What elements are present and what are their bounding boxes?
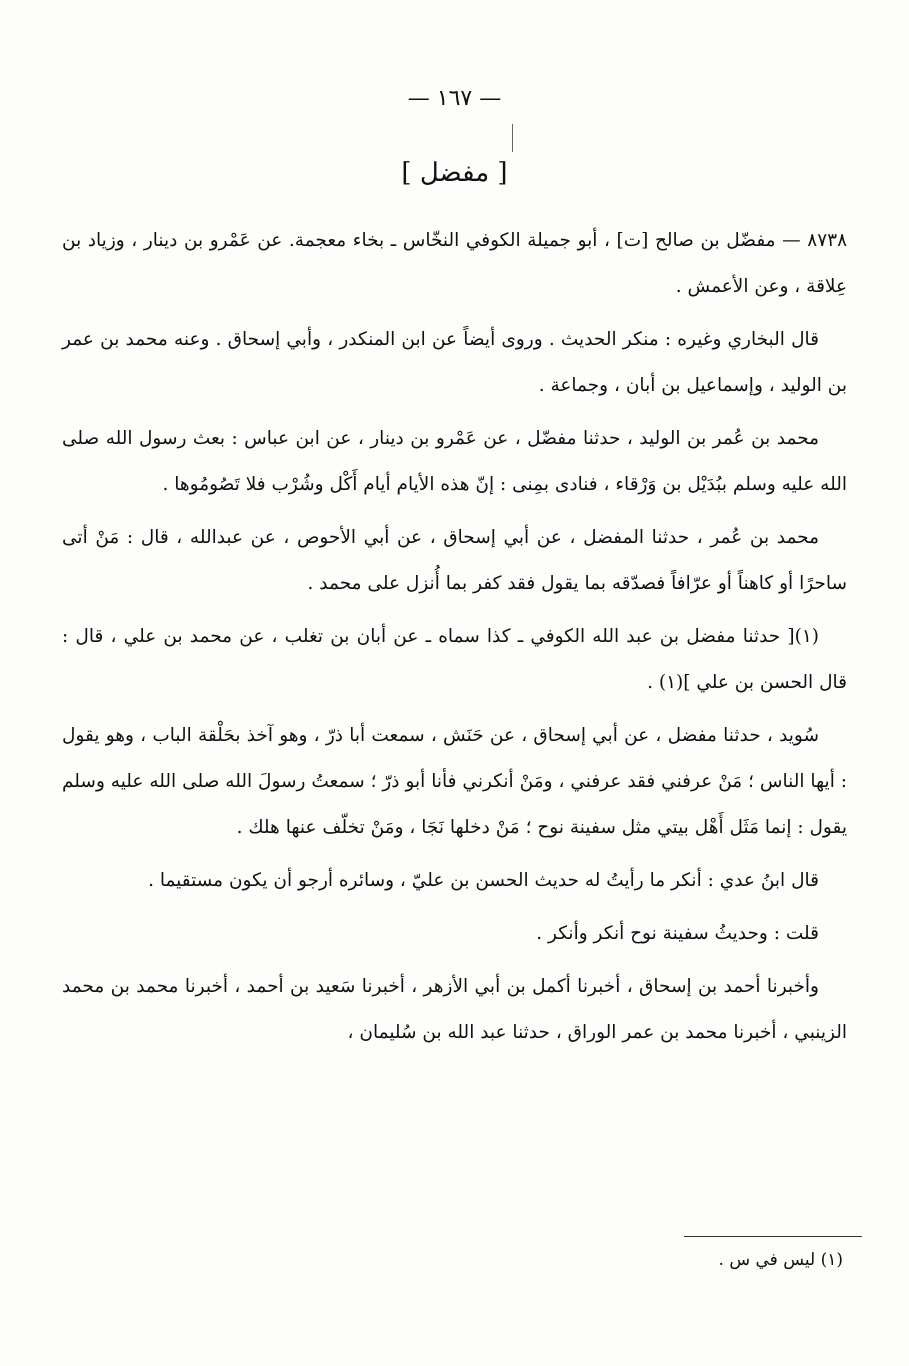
entry-paragraph: ٨٧٣٨ — مفضّل بن صالح [ت] ، أبو جميلة الكوفي النخّاس ـ بخاء معجمة. عن عَمْرو بن دينار ، وزياد بن عِلاقة ، وعن الأعمش . <box>62 230 848 297</box>
header-divider <box>512 124 513 152</box>
text-paragraph: محمد بن عُمر ، حدثنا المفضل ، عن أبي إسحاق ، عن أبي الأحوص ، عن عبدالله ، قال : مَنْ أتى ساحرًا أو كاهناً أو عرّافاً فصدّقه بما يقول فقد كفر بما أُنزل على محمد . <box>62 527 847 594</box>
text-paragraph: محمد بن عُمر بن الوليد ، حدثنا مفضّل ، عن عَمْرو بن دينار ، عن ابن عباس : بعث رسول الله صلى الله عليه وسلم ببُدَيْل بن وَرْقاء ، فنادى بمِنى : إنّ هذه الأيام أيام أَكْل وشُرْب فلا تَصُومُوها . <box>62 428 847 495</box>
footnote-divider <box>684 1236 862 1237</box>
text-paragraph: قال البخاري وغيره : منكر الحديث . وروى أيضاً عن ابن المنكدر ، وأبي إسحاق . وعنه محمد بن عمر بن الوليد ، وإسماعيل بن أبان ، وجماعة . <box>62 329 847 396</box>
text-paragraph: قال ابنُ عدي : أنكر ما رأيتُ له حديث الحسن بن عليّ ، وسائره أرجو أن يكون مستقيما . <box>148 870 819 891</box>
page-number: — ١٦٧ — <box>407 86 502 111</box>
main-text <box>62 218 847 1063</box>
footnote: (١) ليس في س . <box>718 1250 843 1270</box>
text-paragraph: (١)[ حدثنا مفضل بن عبد الله الكوفي ـ كذا سماه ـ عن أبان بن تغلب ، عن محمد بن علي ، قال : قال الحسن بن علي ](١) . <box>62 626 847 693</box>
text-paragraph: سُويد ، حدثنا مفضل ، عن أبي إسحاق ، عن حَنَش ، سمعت أبا ذرّ ، وهو آخذ بحَلْقة الباب ، وهو يقول : أيها الناس ؛ مَنْ عرفني فقد عرفني ، ومَنْ أنكرني فأنا أبو ذرّ ؛ سمعتُ رسولَ الله صلى الله عليه وسلم يقول : إنما مَثَل أَهْل بيتي مثل سفينة نوح ؛ مَنْ دخلها نَجَا ، ومَنْ تخلّف عنها هلك . <box>62 725 847 838</box>
text-paragraph: وأخبرنا أحمد بن إسحاق ، أخبرنا أكمل بن أبي الأزهر ، أخبرنا سَعيد بن أحمد ، أخبرنا محمد بن محمد الزينبي ، أخبرنا محمد بن عمر الوراق ، حدثنا عبد الله بن سُليمان ، <box>62 976 847 1043</box>
section-heading: [ مفضل ] <box>401 158 508 188</box>
text-paragraph: قلت : وحديثُ سفينة نوح أنكر وأنكر . <box>536 923 819 944</box>
